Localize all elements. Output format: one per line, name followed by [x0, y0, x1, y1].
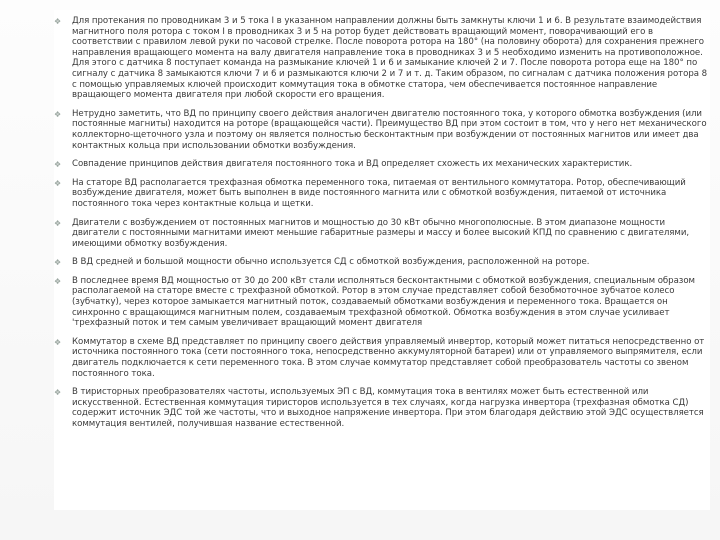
list-item — [54, 218, 710, 250]
list-item — [54, 16, 710, 101]
bullet-diamond-icon — [54, 339, 61, 346]
bullet-text: Нетрудно заметить, что ВД по принципу своего действия аналогичен двигателю постоянного тока, у которого обмотка возбуждения (или постоянные магниты) находится на роторе (вращающейся части). Преимущество ВД при этом состоит в том, что у него нет механического коллекторно-щеточного узла и поэтому он является полностью бесконтактным при возбуждении от постоянных магнитов или имеет два контактных кольца при использовании обмотки возбуждения. — [72, 108, 707, 151]
bullet-text: В тиристорных преобразователях частоты, используемых ЭП с ВД, коммутация тока в вентилях может быть естественной или искусственной. Естественная коммутация тиристоров используется в тех случаях, когда нагрузка инвертора (трехфазная обмотка СД) содержит источник ЭДС той же частоты, что и выходное напряжение инвертора. При этом благодаря действию этой ЭДС осуществляется коммутация вентилей, получившая название естественной. — [72, 387, 704, 429]
bullet-diamond-icon — [54, 18, 61, 25]
list-item — [54, 337, 710, 379]
bullet-diamond-icon — [54, 259, 61, 266]
bullet-text: На статоре ВД располагается трехфазная обмотка переменного тока, питаемая от вентильного коммутатора. Ротор, обеспечивающий возбуждение двигателя, может быть выполнен в виде постоянного магнита или с обмоткой возбуждения, питаемой от источника постоянного тока через контактные кольца и щетки. — [72, 177, 686, 209]
content-area — [54, 10, 710, 510]
bullet-text: Двигатели с возбуждением от постоянных магнитов и мощностью до 30 кВт обычно многополюсные. В этом диапазоне мощности двигатели с постоянными магнитами имеют меньшие габаритные размеры и массу и более высокий КПД по сравнению с двигателями, имеющими обмотку возбуждения. — [72, 217, 690, 249]
bullet-diamond-icon — [54, 161, 61, 168]
bullet-list — [54, 16, 710, 438]
list-item — [54, 276, 710, 329]
bullet-diamond-icon — [54, 111, 61, 118]
bullet-text: Коммутатор в схеме ВД представляет по принципу своего действия управляемый инвертор, который может питаться непосредственно от источника постоянного тока (сети постоянного тока, непосредственно аккумуляторной батареи) или от управляемого выпрямителя, если двигатель подключается к сети переменного тока. В этом случае коммутатор представляет собой преобразователь частоты со звеном постоянного тока. — [72, 336, 705, 379]
bullet-text: В последнее время ВД мощностью от 30 до 200 кВт стали исполняться бесконтактными с обмоткой возбуждения, специальным образом располагаемой на статоре вместе с трехфазной обмоткой. Ротор в этом случае представляет собой безобмоточное зубчатое колесо (зубчатку), через которое замыкается магнитный поток, создаваемый обмотками возбуждения и переменного тока. Вращается он синхронно с вращающимся магнитным полем, создаваемым трехфазной обмоткой. Обмотка возбуждения в этом случае усиливает 'трехфазный поток и тем самым увеличивает вращающий момент двигателя — [72, 275, 695, 329]
bullet-text: В ВД средней и большой мощности обычно используется СД с обмоткой возбуждения, расположенной на роторе. — [72, 257, 590, 268]
list-item — [54, 178, 710, 210]
bullet-diamond-icon — [54, 220, 61, 227]
list-item — [54, 387, 710, 429]
bullet-diamond-icon — [54, 389, 61, 396]
bullet-text: Для протекания по проводникам 3 и 5 тока I в указанном направлении должны быть замкнуты ключи 1 и 6. В результате взаимодействия магнитного поля ротора с током I в проводниках 3 и 5 на ротор будет действовать вращающий момент, поворачивающий его в соответствии с правилом левой руки по часовой стрелке. После поворота ротора на 180° (на половину оборота) для сохранения прежнего направления вращающего момента на валу двигателя направление тока в проводниках 3 и 5 необходимо изменить на противоположное. Для этого с датчика 8 поступает команда на размыкание ключей 1 и 6 и замыкание ключей 2 и 7. После поворота ротора еще на 180° по сигналу с датчика 8 замыкаются ключи 7 и 6 и размыкаются ключи 2 и 7 и т. д. Таким образом, по сигналам с датчика положения ротора 8 с помощью управляемых ключей происходит коммутация тока в обмотке статора, чем обеспечивается постоянное направление вращающего момента двигателя при любой скорости его вращения. — [72, 16, 708, 101]
bullet-text: Совпадение принципов действия двигателя постоянного тока и ВД определяет схожесть их механических характеристик. — [72, 159, 633, 170]
list-item — [54, 159, 710, 170]
bullet-diamond-icon — [54, 278, 61, 285]
bullet-diamond-icon — [54, 180, 61, 187]
list-item — [54, 109, 710, 151]
list-item — [54, 257, 710, 268]
